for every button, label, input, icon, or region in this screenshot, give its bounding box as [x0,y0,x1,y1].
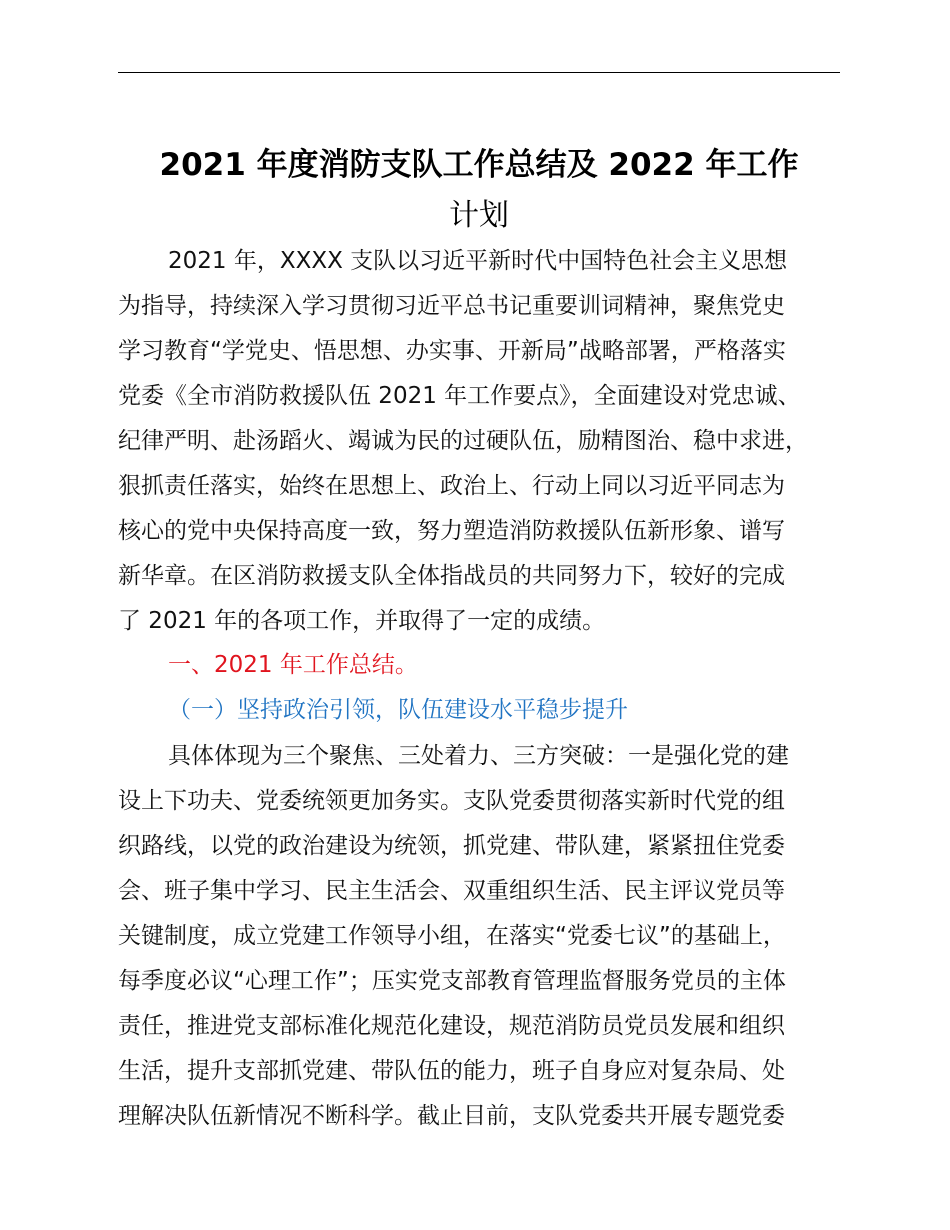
header-rule [118,72,840,73]
document-title-line-1: 2021 年度消防支队工作总结及 2022 年工作 [159,147,799,183]
paragraph-line: 了 2021 年的各项工作，并取得了一定的成绩。 [118,608,606,634]
paragraph-line: 织路线，以党的政治建设为统领，抓党建、带队建，紧紧扭住党委 [118,833,785,859]
section-heading: 一、2021 年工作总结。 [168,652,418,678]
paragraph-line: 每季度必议“心理工作”；压实党支部教育管理监督服务党员的主体 [118,968,786,994]
paragraph-line: 关键制度，成立党建工作领导小组，在落实“党委七议”的基础上， [118,923,786,949]
paragraph-line: 2021 年，XXXX 支队以习近平新时代中国特色社会主义思想 [168,248,788,274]
subsection-heading: （一）坚持政治引领，队伍建设水平稳步提升 [168,697,628,723]
paragraph-line: 为指导，持续深入学习贯彻习近平总书记重要训词精神，聚焦党史 [118,293,785,319]
document-title-line-2: 计划 [449,198,509,233]
paragraph-line: 生活，提升支部抓党建、带队伍的能力，班子自身应对复杂局、处 [118,1058,785,1084]
paragraph-line: 责任，推进党支部标准化规范化建设，规范消防员党员发展和组织 [118,1013,785,1039]
paragraph-line: 具体体现为三个聚焦、三处着力、三方突破：一是强化党的建 [168,743,789,769]
paragraph-line: 狠抓责任落实，始终在思想上、政治上、行动上同以习近平同志为 [118,473,785,499]
paragraph-line: 核心的党中央保持高度一致，努力塑造消防救援队伍新形象、谱写 [118,518,785,544]
paragraph-line: 新华章。在区消防救援支队全体指战员的共同努力下，较好的完成 [118,563,785,589]
paragraph-line: 纪律严明、赴汤蹈火、竭诚为民的过硬队伍，励精图治、稳中求进， [118,428,808,454]
paragraph-line: 学习教育“学党史、悟思想、办实事、开新局”战略部署，严格落实 [118,338,786,364]
paragraph-line: 会、班子集中学习、民主生活会、双重组织生活、民主评议党员等 [118,878,785,904]
paragraph-line: 党委《全市消防救援队伍 2021 年工作要点》，全面建设对党忠诚、 [118,383,801,409]
paragraph-line: 设上下功夫、党委统领更加务实。支队党委贯彻落实新时代党的组 [118,788,785,814]
paragraph-line: 理解决队伍新情况不断科学。截止目前，支队党委共开展专题党委 [118,1103,785,1129]
